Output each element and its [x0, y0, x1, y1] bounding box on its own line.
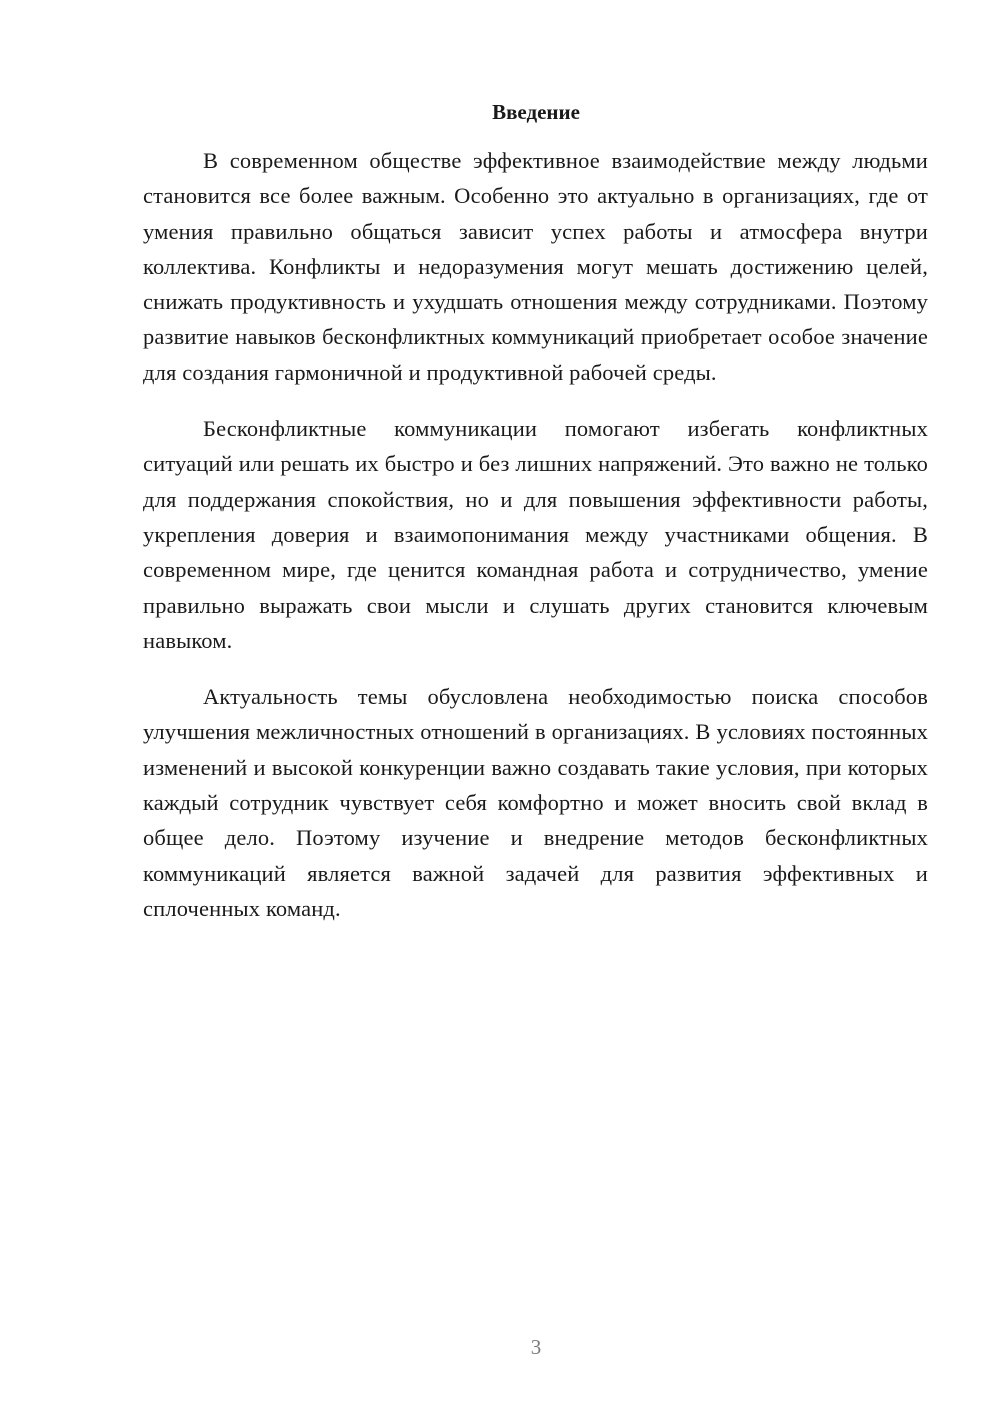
page-number: 3: [530, 1335, 542, 1359]
paragraph-2: Бесконфликтные коммуникации помогают избегать конфликтных ситуаций или решать их быстро и без лишних напряжений. Это важно не только для поддержания спокойствия, но и для повышения эффективности работы, укрепления доверия и взаимопонимания между участниками общения. В современном мире, где ценится командная работа и сотрудничество, умение правильно выражать свои мысли и слушать других становится ключевым навыком.: [143, 416, 928, 653]
paragraph-1: В современном обществе эффективное взаимодействие между людьми становится все более важным. Особенно это актуально в организациях, где от умения правильно общаться зависит успех работы и атмосфера внутри коллектива. Конфликты и недоразумения могут мешать достижению целей, снижать продуктивность и ухудшать отношения между сотрудниками. Поэтому развитие навыков бесконфликтных коммуникаций приобретает особое значение для создания гармоничной и продуктивной рабочей среды.: [143, 148, 928, 385]
body-text: [143, 143, 928, 947]
section-title: Введение: [492, 100, 580, 124]
paragraph-3: Актуальность темы обусловлена необходимостью поиска способов улучшения межличностных отношений в организациях. В условиях постоянных изменений и высокой конкуренции важно создавать такие условия, при которых каждый сотрудник чувствует себя комфортно и может вносить свой вклад в общее дело. Поэтому изучение и внедрение методов бесконфликтных коммуникаций является важной задачей для развития эффективных и сплоченных команд.: [143, 684, 928, 921]
